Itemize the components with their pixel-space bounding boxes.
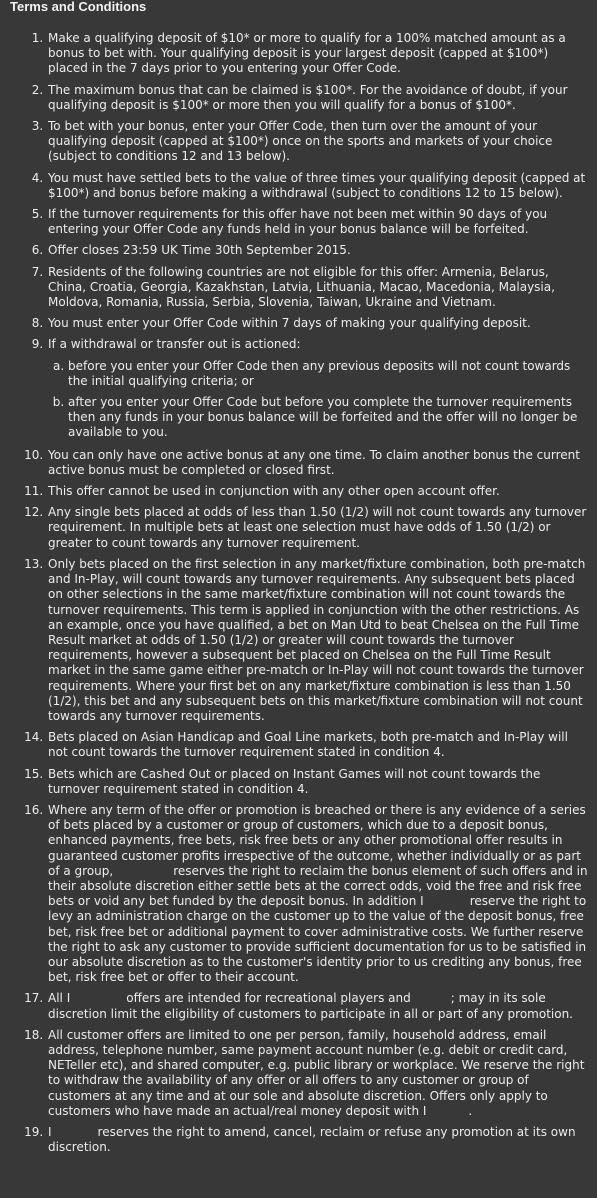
term-9b: b. after you enter your Offer Code but before you complete the turnover requirements then any funds in your bonus balance will be forfeited and the offer will no longer be available to you. (68, 395, 589, 441)
term-16-part-a: Where any term of the offer or promotion is breached or there is any evidence of a series of bets placed by a customer or group of customers, which due to a deposit bonus, enhanced payments, free bets, risk free bets or any other promotional offer results in guaranteed customer profits irrespective of the outcome, whether individually or as part of a group, (48, 802, 586, 878)
term-7: 7. Residents of the following countries are not eligible for this offer: Armenia, Belarus, China, Croatia, Georgia, Kazakhstan, Latvia, Lithuania, Macao, Macedonia, Malaysia, Moldova, Romania, Russia, Serbia, Slovenia, Taiwan, Ukraine and Vietnam. (47, 265, 589, 311)
term-2: 2. The maximum bonus that can be claimed is $100*. For the avoidance of doubt, if your qualifying deposit is $100* or more then you will qualify for a bonus of $100*. (47, 83, 589, 113)
term-17-part-b: offers are intended for recreational players and (126, 991, 411, 1006)
term-9a: a. before you enter your Offer Code then any previous deposits will not count towards the initial qualifying criteria; or (68, 359, 589, 389)
term-5: 5. If the turnover requirements for this offer have not been met within 90 days of you entering your Offer Code any funds held in your bonus balance will be forfeited. (47, 207, 589, 237)
term-18-part-b: . (468, 1103, 473, 1118)
term-13: 13. Only bets placed on the first selection in any market/fixture combination, both pre-match and In-Play, will count towards any turnover requirements. Any subsequent bets placed on other selections in the same market/fixture combination will not count towards the turnover requirements. This term is applied in conjunction with the other restrictions. As an example, once you have qualified, a bet on Man Utd to beat Chelsea on the Full Time Result market at odds of 1.50 (1/2) or greater will count towards the turnover requirements, however a subsequent bet placed on Chelsea on the Full Time Result market in the same game either pre-match or In-Play will not count towards the turnover requirements. Where your first bet on any market/fixture combination is less than 1.50 (1/2), this bet and any subsequent bets on this market/fixture combination will not count towards any turnover requirements. (47, 557, 589, 724)
term-16-part-b: reserves the right to reclaim the bonus element of such offers and in their absolute discretion either settle bets at the correct odds, void the free and risk free bets or void any bet funded by the deposit bonus. In addition I (48, 863, 588, 909)
term-11: 11. This offer cannot be used in conjunction with any other open account offer. (47, 484, 589, 499)
term-4: 4. You must have settled bets to the value of three times your qualifying deposit (capped at $100*) and bonus before making a withdrawal (subject to conditions 12 to 15 below). (47, 171, 589, 201)
terms-list (10, 31, 589, 1155)
term-12: 12. Any single bets placed at odds of less than 1.50 (1/2) will not count towards any turnover requirement. In multiple bets at least one selection must have odds of 1.50 (1/2) or greater to count towards any turnover requirement. (47, 505, 589, 551)
term-9-text: If a withdrawal or transfer out is actioned: (48, 337, 301, 352)
term-17-part-a: All I (48, 991, 71, 1006)
page-title: Terms and Conditions (10, 0, 147, 14)
term-19-part-a: I (48, 1125, 52, 1139)
term-19-part-b: reserves the right to amend, cancel, reclaim or refuse any promotion at its own discretion. (48, 1125, 576, 1155)
term-10: 10. You can only have one active bonus at any one time. To claim another bonus the current active bonus must be completed or closed first. (47, 448, 589, 478)
term-9 (47, 337, 589, 440)
term-15: 15. Bets which are Cashed Out or placed on Instant Games will not count towards the turnover requirement stated in condition 4. (47, 767, 589, 797)
term-16-part-c: reserve the right to levy an administration charge on the customer up to the value of the deposit bonus, free bet, risk free bet or additional payment to cover administrative costs. We further reserve the right to ask any customer to provide sufficient documentation for us to be satisfied in our absolute discretion as to the customer's identity prior to us crediting any bonus, free bet, risk free bet or offer to their account. (48, 894, 587, 985)
term-1: 1. Make a qualifying deposit of $10* or more to qualify for a 100% matched amount as a bonus to bet with. Your qualifying deposit is your largest deposit (capped at $100*) placed in the 7 days prior to you entering your Offer Code. (47, 31, 589, 77)
term-16 (47, 803, 589, 985)
term-18 (47, 1028, 589, 1119)
term-8: 8. You must enter your Offer Code within 7 days of making your qualifying deposit. (47, 316, 589, 331)
term-19 (47, 1125, 589, 1155)
term-6: 6. Offer closes 23:59 UK Time 30th September 2015. (47, 243, 589, 258)
term-14: 14. Bets placed on Asian Handicap and Goal Line markets, both pre-match and In-Play will not count towards the turnover requirement stated in condition 4. (47, 730, 589, 760)
term-17 (47, 991, 589, 1021)
term-9-sublist (48, 359, 589, 441)
term-17-part-c: ; may in its sole discretion limit the eligibility of customers to participate in all or part of any promotion. (48, 991, 573, 1021)
term-18-part-a: All customer offers are limited to one per person, family, household address, email address, telephone number, same payment account number (e.g. debit or credit card, NETeller etc), and shared computer, e.g. public library or workplace. We reserve the right to withdraw the availability of any offer or all offers to any customer or group of customers at any time and at our sole and absolute discretion. Offers only apply to customers who have made an actual/real money deposit with I (48, 1027, 585, 1118)
term-3: 3. To bet with your bonus, enter your Offer Code, then turn over the amount of your qualifying deposit (capped at $100*) once on the sports and markets of your choice (subject to conditions 12 and 13 below). (47, 119, 589, 165)
